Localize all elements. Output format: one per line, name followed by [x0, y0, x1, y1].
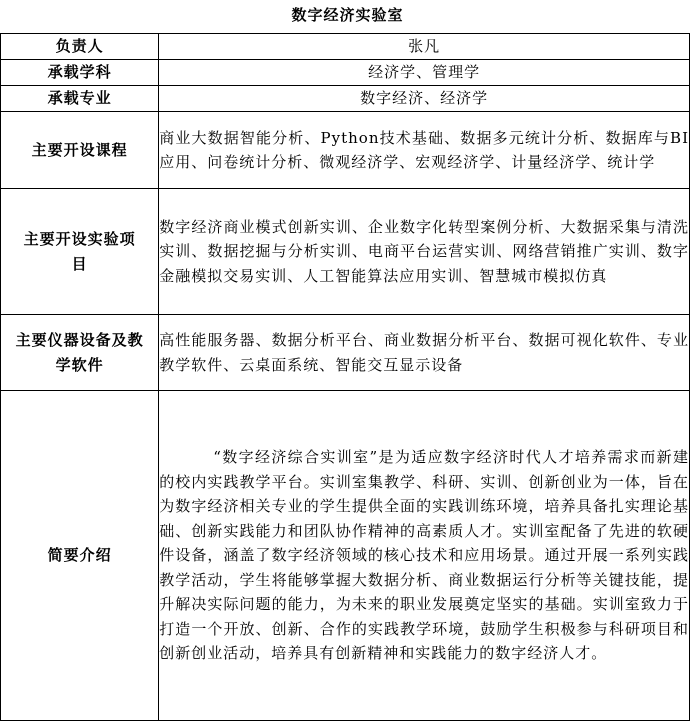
row-label: 主要开设课程: [1, 112, 159, 189]
row-label: 主要开设实验项目: [1, 189, 159, 315]
table-row-majors: [1, 86, 690, 112]
row-value: 张凡: [159, 34, 690, 60]
table-row-introduction: [1, 391, 690, 721]
row-value: 商业大数据智能分析、Python技术基础、数据多元统计分析、数据库与BI应用、问卷统计分析、微观经济学、宏观经济学、计量经济学、统计学: [159, 112, 690, 189]
lab-info-table: [0, 33, 690, 721]
table-row-equipment-software: [1, 315, 690, 391]
page-title: 数字经济实验室: [291, 6, 404, 24]
row-label: 简要介绍: [1, 391, 159, 721]
row-label: 主要仪器设备及教学软件: [1, 315, 159, 391]
row-label: 负责人: [1, 34, 159, 60]
table-row-courses: [1, 112, 690, 189]
row-label: 承载学科: [1, 60, 159, 86]
row-value: 经济学、管理学: [159, 60, 690, 86]
table-row-disciplines: [1, 60, 690, 86]
row-value: “数字经济综合实训室”是为适应数字经济时代人才培养需求而新建的校内实践教学平台。实训室集教学、科研、实训、创新创业为一体，旨在为数字经济相关专业的学生提供全面的实践训练环境，培养具备扎实理论基础、创新实践能力和团队协作精神的高素质人才。实训室配备了先进的软硬件设备，涵盖了数字经济领域的核心技术和应用场景。通过开展一系列实践教学活动，学生将能够掌握大数据分析、商业数据运行分析等关键技能，提升解决实际问题的能力，为未来的职业发展奠定坚实的基础。实训室致力于打造一个开放、创新、合作的实践教学环境，鼓励学生积极参与科研项目和创新创业活动，培养具有创新精神和实践能力的数字经济人才。: [159, 391, 690, 721]
row-label: 承载专业: [1, 86, 159, 112]
table-row-experiment-projects: [1, 189, 690, 315]
row-value: 数字经济、经济学: [159, 86, 690, 112]
row-value: 数字经济商业模式创新实训、企业数字化转型案例分析、大数据采集与清洗实训、数据挖掘与分析实训、电商平台运营实训、网络营销推广实训、数字金融模拟交易实训、人工智能算法应用实训、智慧城市模拟仿真: [159, 189, 690, 315]
row-value: 高性能服务器、数据分析平台、商业数据分析平台、数据可视化软件、专业教学软件、云桌面系统、智能交互显示设备: [159, 315, 690, 391]
table-row-person-in-charge: [1, 34, 690, 60]
